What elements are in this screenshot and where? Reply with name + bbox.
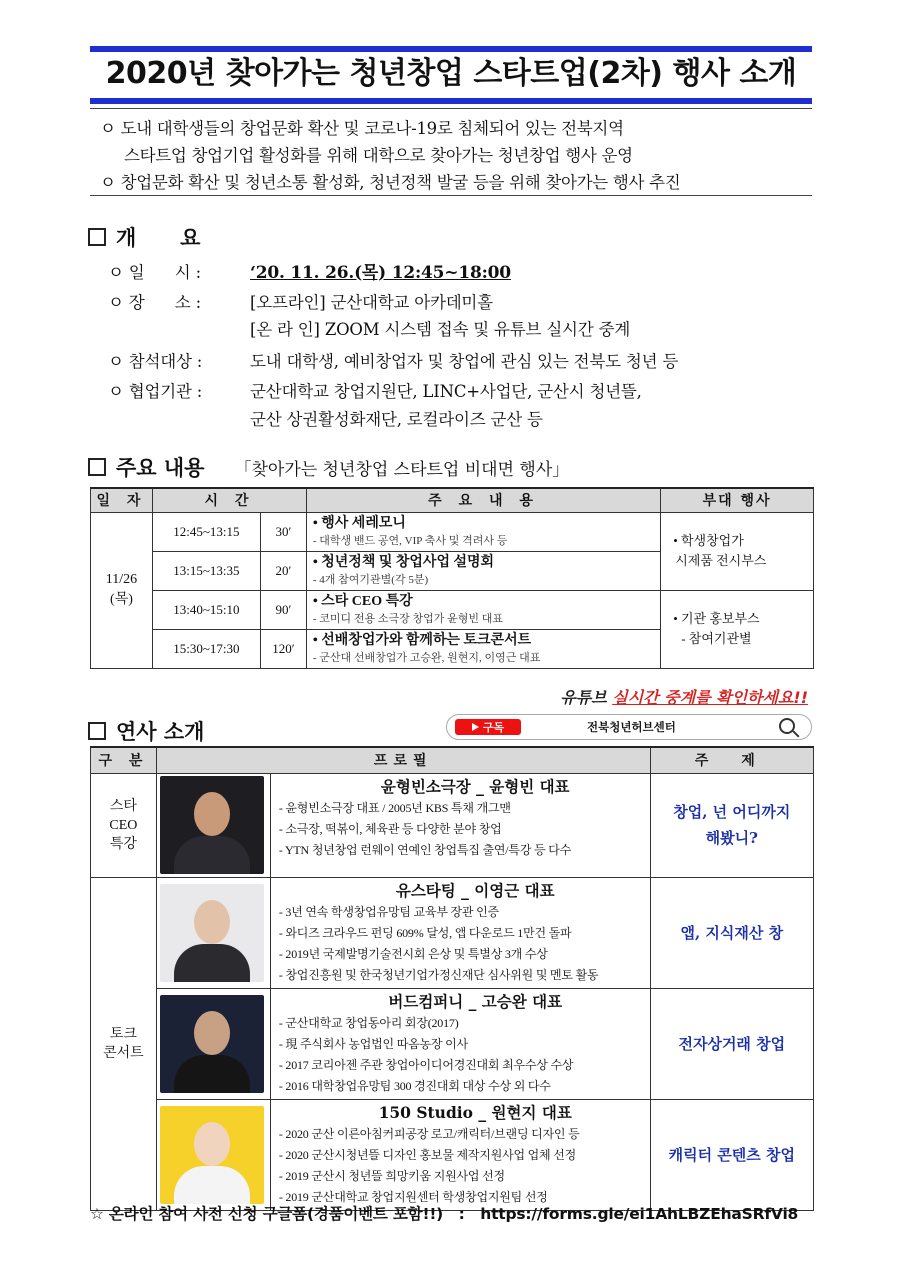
title-bar-top	[90, 46, 812, 52]
header-time: 시 간	[152, 488, 306, 512]
topic-line: 해봤니?	[705, 829, 758, 847]
row-desc: - 대학생 밴드 공연, VIP 축사 및 격려사 등	[312, 534, 508, 547]
page-title: 2020년 찾아가는 청년창업 스타트업(2차) 행사 소개	[105, 56, 797, 91]
youtube-banner	[446, 685, 812, 740]
checkbox-square-icon	[88, 458, 106, 476]
topic-line: 전자상거래 창업	[678, 1034, 786, 1053]
side-event-2	[661, 590, 814, 668]
checkbox-square-icon	[88, 228, 106, 246]
overview-heading	[88, 222, 200, 252]
speaker-photo-yoon	[160, 776, 264, 874]
category-text: 특강	[109, 836, 137, 852]
speaker-profile	[270, 877, 650, 988]
speaker-bullet: - 창업진흥원 및 한국청년기업가정신재단 심사위원 및 멘토 활동	[278, 967, 599, 982]
speaker-photo-cell	[156, 988, 270, 1099]
header-profile: 프로필	[156, 747, 650, 773]
place-offline: [오프라인] 군산대학교 아카데미홀	[250, 293, 493, 312]
speaker-photo-cell	[156, 877, 270, 988]
play-icon	[472, 723, 479, 731]
main-content-subtitle: 「찾아가는 청년창업 스타트업 비대면 행사」	[234, 459, 570, 480]
speaker-bullet: - 2016 대학창업유망팀 300 경진대회 대상 수상 외 다수	[278, 1078, 551, 1093]
row-time: 15:30~17:30	[152, 629, 260, 668]
header-date: 일 자	[91, 488, 153, 512]
side-event-1	[661, 512, 814, 590]
row-duration: 90′	[260, 590, 306, 629]
table-row	[91, 773, 814, 877]
target-value: 도내 대학생, 예비창업자 및 창업에 관심 있는 전북도 청년 등	[250, 352, 679, 371]
overview-place	[108, 289, 493, 313]
youtube-caption-highlight: 실시간 중계를 확인하세요!!	[612, 688, 808, 707]
overview-heading-text: 개 요	[116, 226, 201, 250]
speaker-photo-won	[160, 1106, 264, 1204]
speaker-profile	[270, 773, 650, 877]
title-bar-bottom	[90, 98, 812, 104]
place-online: [온 라 인] ZOOM 시스템 접속 및 유튜브 실시간 중계	[250, 320, 631, 339]
speaker-bullet: - 2020 군산 이른아침커피공장 로고/캐릭터/브랜딩 디자인 등	[278, 1126, 580, 1141]
category-star-ceo	[91, 773, 157, 877]
row-title: • 행사 세레모니	[312, 515, 406, 531]
subscribe-label: 구독	[482, 721, 505, 734]
youtube-caption	[446, 685, 812, 708]
partner-line-2: 군산 상권활성화재단, 로컬라이즈 군산 등	[250, 410, 543, 429]
speaker-bullet: - 군산대학교 창업동아리 회장(2017)	[278, 1015, 459, 1030]
speaker-bullet: - 와디즈 크라우드 펀딩 609% 달성, 앱 다운로드 1만건 돌파	[278, 925, 572, 940]
checkbox-square-icon	[88, 722, 106, 740]
schedule-table	[90, 487, 814, 669]
speakers-header-row	[91, 747, 814, 773]
row-time: 12:45~13:15	[152, 512, 260, 551]
partner-label: ㅇ 협업기관 :	[108, 382, 203, 401]
header-category: 구 분	[91, 747, 157, 773]
overview-target	[108, 348, 678, 372]
speaker-name: 유스타팅 _ 이영근 대표	[395, 880, 555, 900]
speaker-topic	[650, 1099, 813, 1210]
row-title: • 청년정책 및 창업사업 설명회	[312, 554, 495, 570]
side-event-1-line-2: 시제품 전시부스	[675, 553, 767, 568]
intro-line-3: ㅇ 창업문화 확산 및 청년소통 활성화, 청년정책 발굴 등을 위해 찾아가는 행사 추진	[100, 173, 681, 192]
speaker-bullet: - 3년 연속 학생창업유망팀 교육부 장관 인증	[278, 904, 499, 919]
row-content	[306, 590, 660, 629]
speaker-bullet: - 2019 군산시 청년뜰 희망키움 지원사업 선정	[278, 1168, 505, 1183]
row-desc: - 군산대 선배창업가 고승완, 원현지, 이영근 대표	[312, 651, 541, 664]
row-desc: - 4개 참여기관별(각 5분)	[312, 573, 429, 586]
registration-footer: ☆ 온라인 참여 사전 신청 구글폼(경품이벤트 포함!!) : https://forms.gle/ei1AhLBZEhaSRfVi8	[90, 1205, 799, 1223]
side-event-2-line-2: - 참여기관별	[681, 631, 752, 646]
speaker-topic	[650, 773, 813, 877]
category-text: 스타	[109, 798, 137, 814]
row-content	[306, 629, 660, 668]
speaker-topic	[650, 988, 813, 1099]
side-event-2-line-1: • 기관 홍보부스	[673, 611, 760, 626]
row-time: 13:15~13:35	[152, 551, 260, 590]
speaker-name: 윤형빈소극장 _ 윤형빈 대표	[380, 776, 570, 796]
category-text: 콘서트	[103, 1045, 144, 1061]
schedule-date-cell	[91, 512, 153, 668]
speaker-profile	[270, 988, 650, 1099]
search-icon[interactable]	[779, 718, 795, 734]
schedule-date: 11/26	[105, 572, 138, 587]
speaker-bullet: - 윤형빈소극장 대표 / 2005년 KBS 특채 개그맨	[278, 800, 511, 815]
partner-line-1: 군산대학교 창업지원단, LINC+사업단, 군산시 청년뜰,	[250, 382, 642, 401]
speaker-topic	[650, 877, 813, 988]
schedule-day: (목)	[110, 592, 133, 607]
title-banner	[90, 46, 812, 104]
speaker-photo-cell	[156, 1099, 270, 1210]
category-talk-concert	[91, 877, 157, 1210]
intro-line-2: 스타트업 창업기업 활성화를 위해 대학으로 찾아가는 청년창업 행사 운영	[124, 146, 633, 165]
table-row	[91, 988, 814, 1099]
speakers-table	[90, 746, 814, 1211]
topic-line: 창업, 넌 어디까지	[673, 803, 791, 821]
intro-line-1: ㅇ 도내 대학생들의 창업문화 확산 및 코로나-19로 침체되어 있는 전북지역	[100, 119, 624, 138]
speaker-name: 150 Studio _ 원현지 대표	[378, 1102, 572, 1122]
table-row	[91, 1099, 814, 1210]
header-side-event: 부대 행사	[661, 488, 814, 512]
date-value: ‘20. 11. 26.(목) 12:45~18:00	[250, 263, 511, 283]
row-desc: - 코미디 전용 소극장 창업가 윤형빈 대표	[312, 612, 504, 625]
youtube-subscribe-button[interactable]	[455, 719, 521, 735]
youtube-caption-prefix: 유튜브	[560, 688, 613, 707]
speakers-heading-text: 연사 소개	[116, 720, 205, 744]
speaker-bullet: - 2017 코리아젠 주관 창업아이디어경진대회 최우수상 수상	[278, 1057, 574, 1072]
intro-box	[90, 108, 812, 196]
speaker-bullet: - 現 주식회사 농업법인 따옴농장 이사	[278, 1036, 468, 1051]
row-content	[306, 551, 660, 590]
speaker-bullet: - YTN 청년창업 런웨이 연예인 창업특집 출연/특강 등 다수	[278, 842, 571, 857]
header-content: 주 요 내 용	[306, 488, 660, 512]
speaker-photo-cell	[156, 773, 270, 877]
speaker-name: 버드컴퍼니 _ 고승완 대표	[388, 991, 563, 1011]
category-text: CEO	[109, 817, 138, 833]
header-topic: 주 제	[650, 747, 813, 773]
overview-date	[108, 258, 511, 283]
target-label: ㅇ 참석대상 :	[108, 352, 203, 371]
speakers-heading	[88, 716, 204, 746]
row-title: • 선배창업가와 함께하는 토크콘서트	[312, 632, 532, 648]
youtube-channel-name: 전북청년허브센터	[587, 720, 676, 734]
row-duration: 20′	[260, 551, 306, 590]
main-content-heading-text: 주요 내용	[116, 456, 205, 480]
row-content	[306, 512, 660, 551]
date-label: ㅇ 일 시 :	[108, 263, 201, 282]
speaker-bullet: - 2020 군산시청년뜰 디자인 홍보물 제작지원사업 업체 선정	[278, 1147, 577, 1162]
topic-line: 앱, 지식재산 창	[680, 923, 784, 942]
speaker-bullet: - 2019 군산대학교 창업지원센터 학생창업지원팀 선정	[278, 1189, 548, 1204]
table-row	[91, 877, 814, 988]
place-label: ㅇ 장 소 :	[108, 293, 201, 312]
row-title: • 스타 CEO 특강	[312, 593, 413, 609]
speaker-photo-lee	[160, 884, 264, 982]
side-event-1-line-1: • 학생창업가	[673, 533, 744, 548]
youtube-search-bar[interactable]	[446, 714, 812, 740]
table-row	[91, 590, 814, 629]
overview-partner	[108, 378, 642, 402]
row-duration: 30′	[260, 512, 306, 551]
row-duration: 120′	[260, 629, 306, 668]
category-text: 토크	[109, 1026, 137, 1042]
row-time: 13:40~15:10	[152, 590, 260, 629]
speaker-photo-ko	[160, 995, 264, 1093]
topic-line: 캐릭터 콘텐츠 창업	[668, 1145, 795, 1164]
table-row	[91, 512, 814, 551]
schedule-header-row	[91, 488, 814, 512]
main-content-heading	[88, 452, 569, 482]
speaker-profile	[270, 1099, 650, 1210]
speaker-bullet: - 소극장, 떡볶이, 체육관 등 다양한 분야 창업	[278, 821, 502, 836]
speaker-bullet: - 2019년 국제발명기술전시회 은상 및 특별상 3개 수상	[278, 946, 548, 961]
